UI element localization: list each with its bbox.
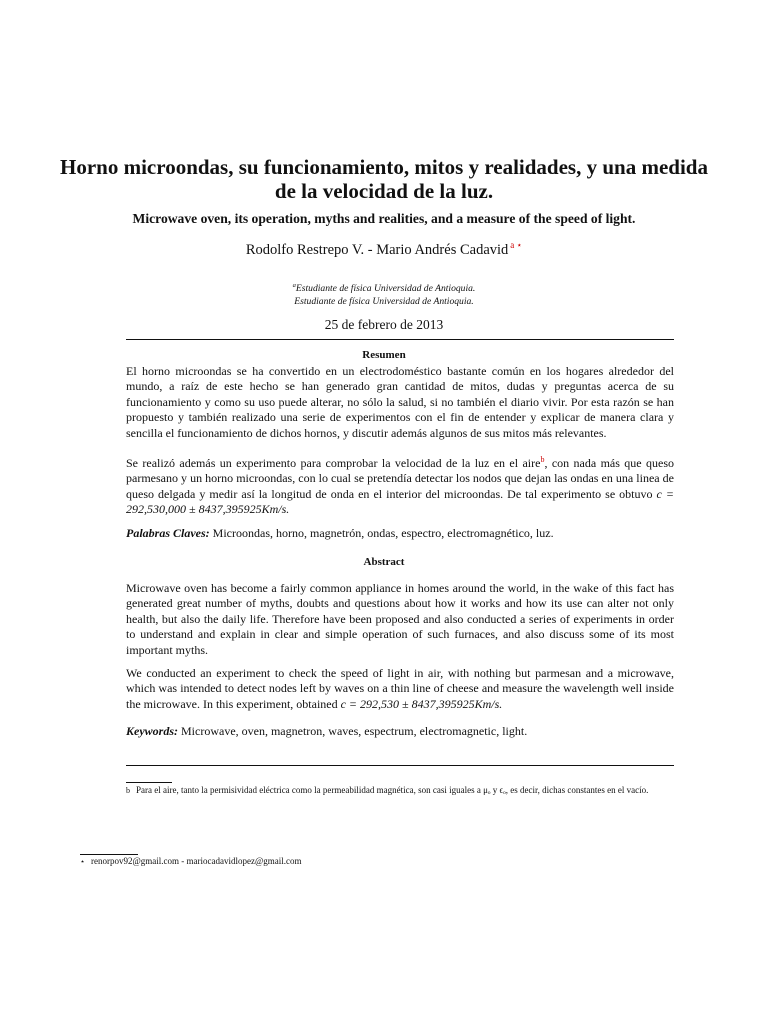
- resumen-paragraph-1: El horno microondas se ha convertido en un electrodoméstico bastante común en los hogares alrededor del mundo, a raíz de este hecho se han generado gran cantidad de mitos, dudas y preguntas acerca de su funcionamiento y como su uso puede alterar, no sólo la salud, si no también el diario vivir. Por esta razón se han propuesto y también realizado una serie de experimentos con el fin de entender y explicar de manera clara y sencilla el funcionamiento de dichos hornos, y discutir además algunos de sus mitos más relevantes.: [126, 364, 674, 440]
- resumen-heading: Resumen: [362, 349, 406, 361]
- footnote-star: [80, 856, 302, 866]
- resumen-speed-result: c = 292,530,000 ± 8437,395925Km/s.: [126, 486, 674, 517]
- footnote-b-text: Para el aire, tanto la permisividad eléctrica como la permeabilidad magnética, son casi iguales a μₒ y ϵₒ, es decir, dichas constantes en el vacío.: [136, 785, 649, 795]
- abstract-heading: Abstract: [363, 556, 405, 568]
- paper-date: 25 de febrero de 2013: [324, 317, 444, 332]
- date-rule: [126, 339, 674, 340]
- resumen-paragraph-2: Se realizó además un experimento para comprobar la velocidad de la luz en el aire$^b$, con nada más que queso parmesano y un horno microondas, con lo cual se pretendía detectar los nodos que dejan las ondas en una linea de queso delgada y medir así la longitud de onda en el interior del microondas. De tal experimento se obtuvo c = 292,530,000 ± 8437,395925Km/s.: [126, 455, 674, 517]
- paper-title: Horno microondas, su funcionamiento, mitos y realidades, y una medida de la velocidad de la luz.: [60, 155, 708, 203]
- author-names: Rodolfo Restrepo V. - Mario Andrés Cadavid: [245, 242, 509, 258]
- keywords-label: Keywords:: [126, 724, 178, 738]
- paper-subtitle: Microwave oven, its operation, myths and realities, and a measure of the speed of light.: [132, 211, 636, 226]
- affiliation-mark: a: [292, 282, 296, 289]
- abstract-paragraph-1: Microwave oven has become a fairly common appliance in homes around the world, in the wake of this fact has generated great number of myths, doubts and questions about how it works and how its use can alter not only health, but also the daily life. Therefore have been proposed and also conducted a series of experiments in order to understand and explain in clear and simple operation of such furnaces, and also discuss some of its most important myths.: [126, 581, 674, 657]
- abstract-speed-result: c = 292,530 ± 8437,395925Km/s.: [340, 696, 503, 711]
- author-line: [60, 240, 708, 259]
- footnote-rule-b: [126, 782, 172, 783]
- author-marks[interactable]: a ⋆: [510, 240, 523, 250]
- affiliation-2: Estudiante de física Universidad de Antioquia.: [294, 296, 474, 307]
- abstract-paragraph-2: We conducted an experiment to check the speed of light in air, with nothing but parmesan and a microwave, which was intended to detect nodes left by waves on a thin line of cheese and measure the wavelength well inside the microwave. In this experiment, obtained c = 292,530 ± 8437,395925Km/s.: [126, 666, 674, 711]
- affiliations: [60, 279, 708, 308]
- palabras-claves-label: Palabras Claves:: [126, 526, 210, 540]
- footnote-rule-star: [80, 854, 138, 855]
- footnote-b-mark: b: [126, 786, 130, 795]
- resumen-keywords: Palabras Claves: Microondas, horno, magnetrón, ondas, espectro, electromagnético, luz.: [126, 526, 554, 540]
- abstract-rule: [126, 765, 674, 766]
- footnote-ref-b[interactable]: b: [540, 455, 545, 464]
- affiliation-1: $^a$Estudiante de física Universidad de Antioquia.: [292, 282, 476, 294]
- footnote-b: [126, 784, 674, 797]
- author-emails: renorpov92@gmail.com - mariocadavidlopez@gmail.com: [91, 856, 302, 866]
- abstract-keywords: Keywords: Microwave, oven, magnetron, waves, espectrum, electromagnetic, light.: [126, 724, 528, 738]
- footnote-star-mark: ⋆: [80, 857, 86, 866]
